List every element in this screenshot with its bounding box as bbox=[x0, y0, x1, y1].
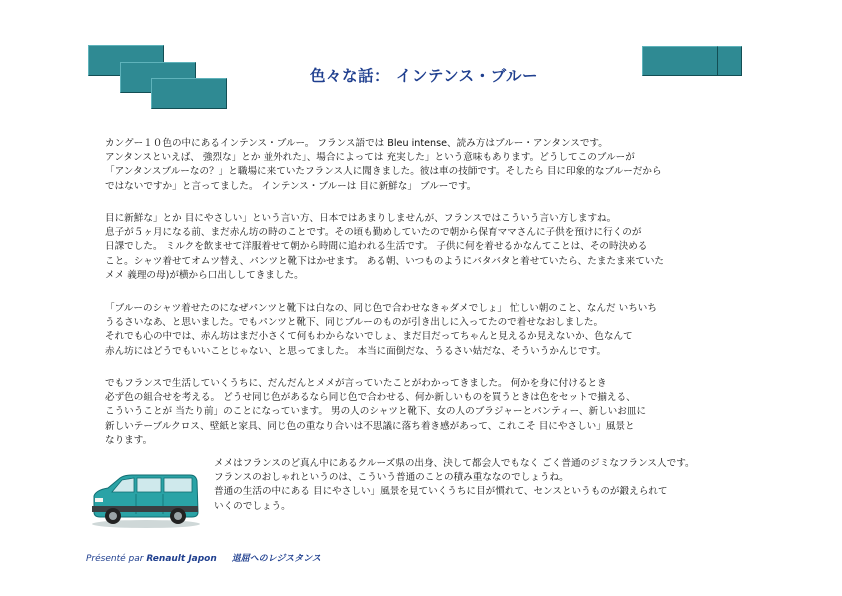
text-line: 日課でした。 ミルクを飲ませて洋服着せて朝から時間に追われる生活です。 子供に何を着せるかなんてことは、その時決める bbox=[105, 241, 648, 253]
text-line: 息子が５ヶ月になる前、まだ赤ん坊の時のことです。その頃も勤めしていたので朝から保育ママさんに子供を預けに行くのが bbox=[105, 227, 642, 239]
text-line: 必ず色の組合せを考える。 どうせ同じ色があるなら同じ色で合わせる、何か新しいものを買うときは色をセットで揃える、 bbox=[105, 392, 636, 404]
paragraph-2 bbox=[105, 212, 664, 283]
text-line: メメ 義理の母)が横から口出ししてきました。 bbox=[105, 269, 304, 281]
text-line: 新しいテーブルクロス、壁紙と家具、同じ色の重なり合いは不思議に落ち着き感があって、これこそ 目にやさしい」風景と bbox=[105, 420, 635, 432]
text-line: ではないですか」と言ってました。 インテンス・ブルーは 目に新鮮な」 ブルーです。 bbox=[105, 180, 477, 192]
paragraph-5 bbox=[214, 457, 695, 514]
text-line: 目に新鮮な」とか 目にやさしい」という言い方、日本ではあまりしませんが、フランスではこういう言い方しますね。 bbox=[105, 213, 617, 224]
text-line: フランスのおしゃれというのは、こういう普通のことの積み重ななのでしょうね。 bbox=[214, 472, 569, 484]
brand-name: Renault Japon bbox=[146, 554, 217, 564]
text-line: いくのでしょう。 bbox=[214, 500, 291, 512]
paragraph-4 bbox=[105, 377, 646, 448]
text-line: 赤ん坊にはどうでもいいことじゃない、と思ってました。 本当に面倒だな、うるさい姑だな、そういうかんじです。 bbox=[105, 345, 607, 357]
text-line: メメはフランスのど真ん中にあるクルーズ県の出身、決して都会人でもなく ごく普通のジミなフランス人です。 bbox=[214, 458, 695, 469]
text-line: でもフランスで生活していくうちに、だんだんとメメが言っていたことがわかってきました。 何かを身に付けるとき bbox=[105, 378, 607, 389]
text-line: アンタンスといえば、 強烈な」とか 並外れた」、場合によっては 充実した」という意味もあります。どうしてこのブルーが bbox=[105, 152, 635, 164]
text-line: 普通の生活の中にある 目にやさしい」風景を見ていくうちに目が慣れて、センスというものが鍛えられて bbox=[214, 486, 668, 498]
text-line: 「アンタンスブルーなの？」と職場に来ていたフランス人に聞きました。彼は車の技師です。そしたら 目に印象的なブルーだから bbox=[105, 166, 662, 178]
paragraph-3 bbox=[105, 302, 657, 359]
text-line: こういうことが 当たり前」のことになっています。 男の人のシャツと靴下、女の人のブラジャーとパンティー、新しいお皿に bbox=[105, 406, 647, 418]
text-line: こと。シャツ着せてオムツ替え、パンツと靴下はかせます。 ある朝、いつものようにバタバタと着せていたら、たまたま来ていた bbox=[105, 255, 665, 267]
text-line: なります。 bbox=[105, 434, 153, 446]
car-image bbox=[86, 472, 204, 530]
tagline: 退屈へのレジスタンス bbox=[231, 554, 321, 564]
text-line: それでも心の中では、赤ん坊はまだ小さくて何もわからないでしょ、まだ目だってちゃんと見えるか見えないか、色なんて bbox=[105, 331, 633, 343]
paragraph-1 bbox=[105, 137, 662, 194]
presented-by-label: Présenté par bbox=[86, 554, 144, 564]
text-line: カングー１０色の中にあるインテンス・ブルー。 フランス語では Bleu intense、読み方はブルー・アンタンスです。 bbox=[105, 138, 608, 149]
footer bbox=[86, 551, 321, 564]
decor-tile bbox=[151, 78, 227, 109]
text-line: うるさいなあ、と思いました。でもパンツと靴下、同じブルーのものが引き出しに入ってたので着せなおしました。 bbox=[105, 317, 604, 329]
page-title: 色々な話： インテンス・ブルー bbox=[310, 67, 539, 85]
text-line: 「ブルーのシャツ着せたのになぜパンツと靴下は白なの、同じ色で合わせなきゃダメでしょ」 忙しい朝のこと、なんだ いちいち bbox=[105, 303, 657, 314]
decor-tile bbox=[642, 46, 718, 76]
